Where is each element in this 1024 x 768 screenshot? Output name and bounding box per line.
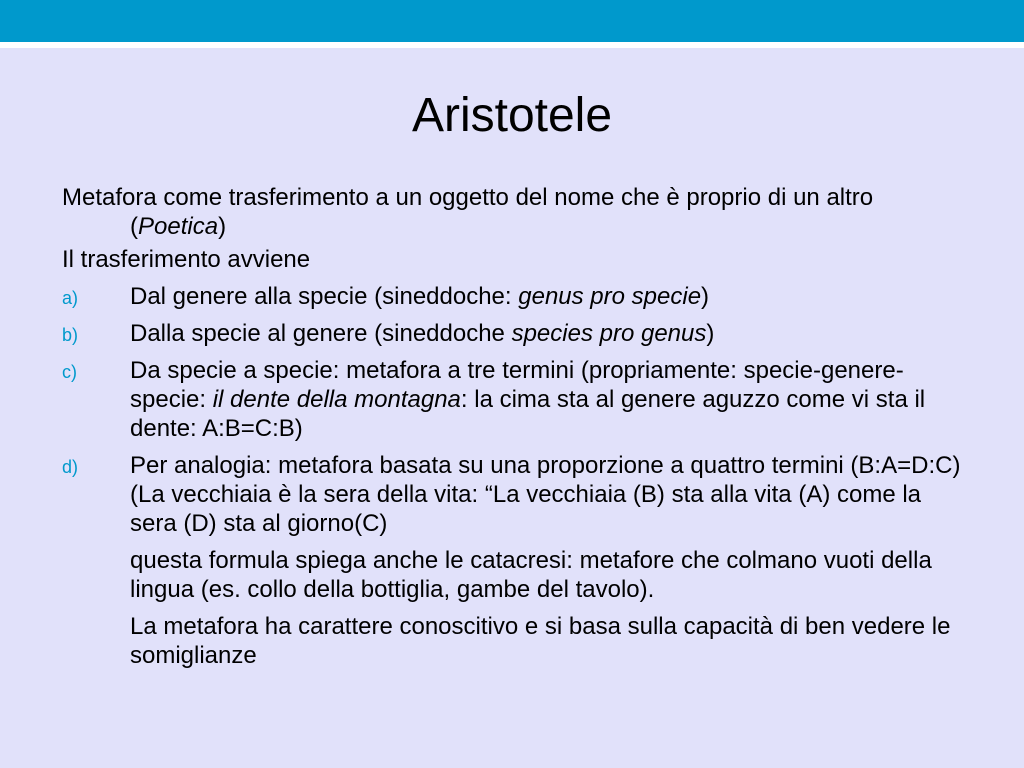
list-marker: b) <box>62 325 79 345</box>
list-marker: a) <box>62 288 79 308</box>
poetica-title: Poetica <box>138 213 219 240</box>
note-catacresi: questa formula spiega anche le catacresi: metafore che colmano vuoti della lingua (es. collo della bottiglia, gambe del tavolo). <box>130 547 932 603</box>
list-item-text: Da specie a specie: metafora a tre termini (propriamente: specie-genere-specie: <box>130 357 904 413</box>
list-marker: c) <box>62 362 77 382</box>
header-accent-bar <box>0 0 1024 42</box>
list-item-close: ) <box>701 283 710 310</box>
paragraph-metafora-close: ) <box>218 213 227 240</box>
slide-title: Aristotele <box>411 89 613 142</box>
list-item-a <box>62 282 972 311</box>
list-marker: d) <box>62 457 79 477</box>
paragraph-metafora-text: Metafora come trasferimento a un oggetto del nome che è proprio di un altro ( <box>62 184 874 240</box>
list-item-italic: genus pro specie <box>518 283 702 310</box>
paragraph-trasferimento: Il trasferimento avviene <box>62 246 311 273</box>
slide-body <box>62 183 972 670</box>
list-item-close: ) <box>706 320 715 347</box>
list-item-text: Per analogia: metafora basata su una proporzione a quattro termini (B:A=D:C) (La vecchiaia è la sera della vita: “La vecchiaia (B) sta alla vita (A) come la sera (D) sta al giorno(C) <box>130 452 961 537</box>
list-item-italic: il dente della montagna <box>212 386 461 413</box>
list-item-d <box>62 451 972 538</box>
paragraph-metafora <box>62 183 972 241</box>
header-divider <box>0 42 1024 48</box>
list-item-close: : la cima sta al genere aguzzo come vi sta il dente: A:B=C:B) <box>130 386 926 442</box>
note-conoscitivo: La metafora ha carattere conoscitivo e si basa sulla capacità di ben vedere le somiglianze <box>130 613 951 669</box>
list-item-c <box>62 356 972 443</box>
list-item-b <box>62 319 972 348</box>
list-item-italic: species pro genus <box>511 320 707 347</box>
list-item-text: Dalla specie al genere (sineddoche <box>130 320 512 347</box>
list-item-text: Dal genere alla specie (sineddoche: <box>130 283 519 310</box>
